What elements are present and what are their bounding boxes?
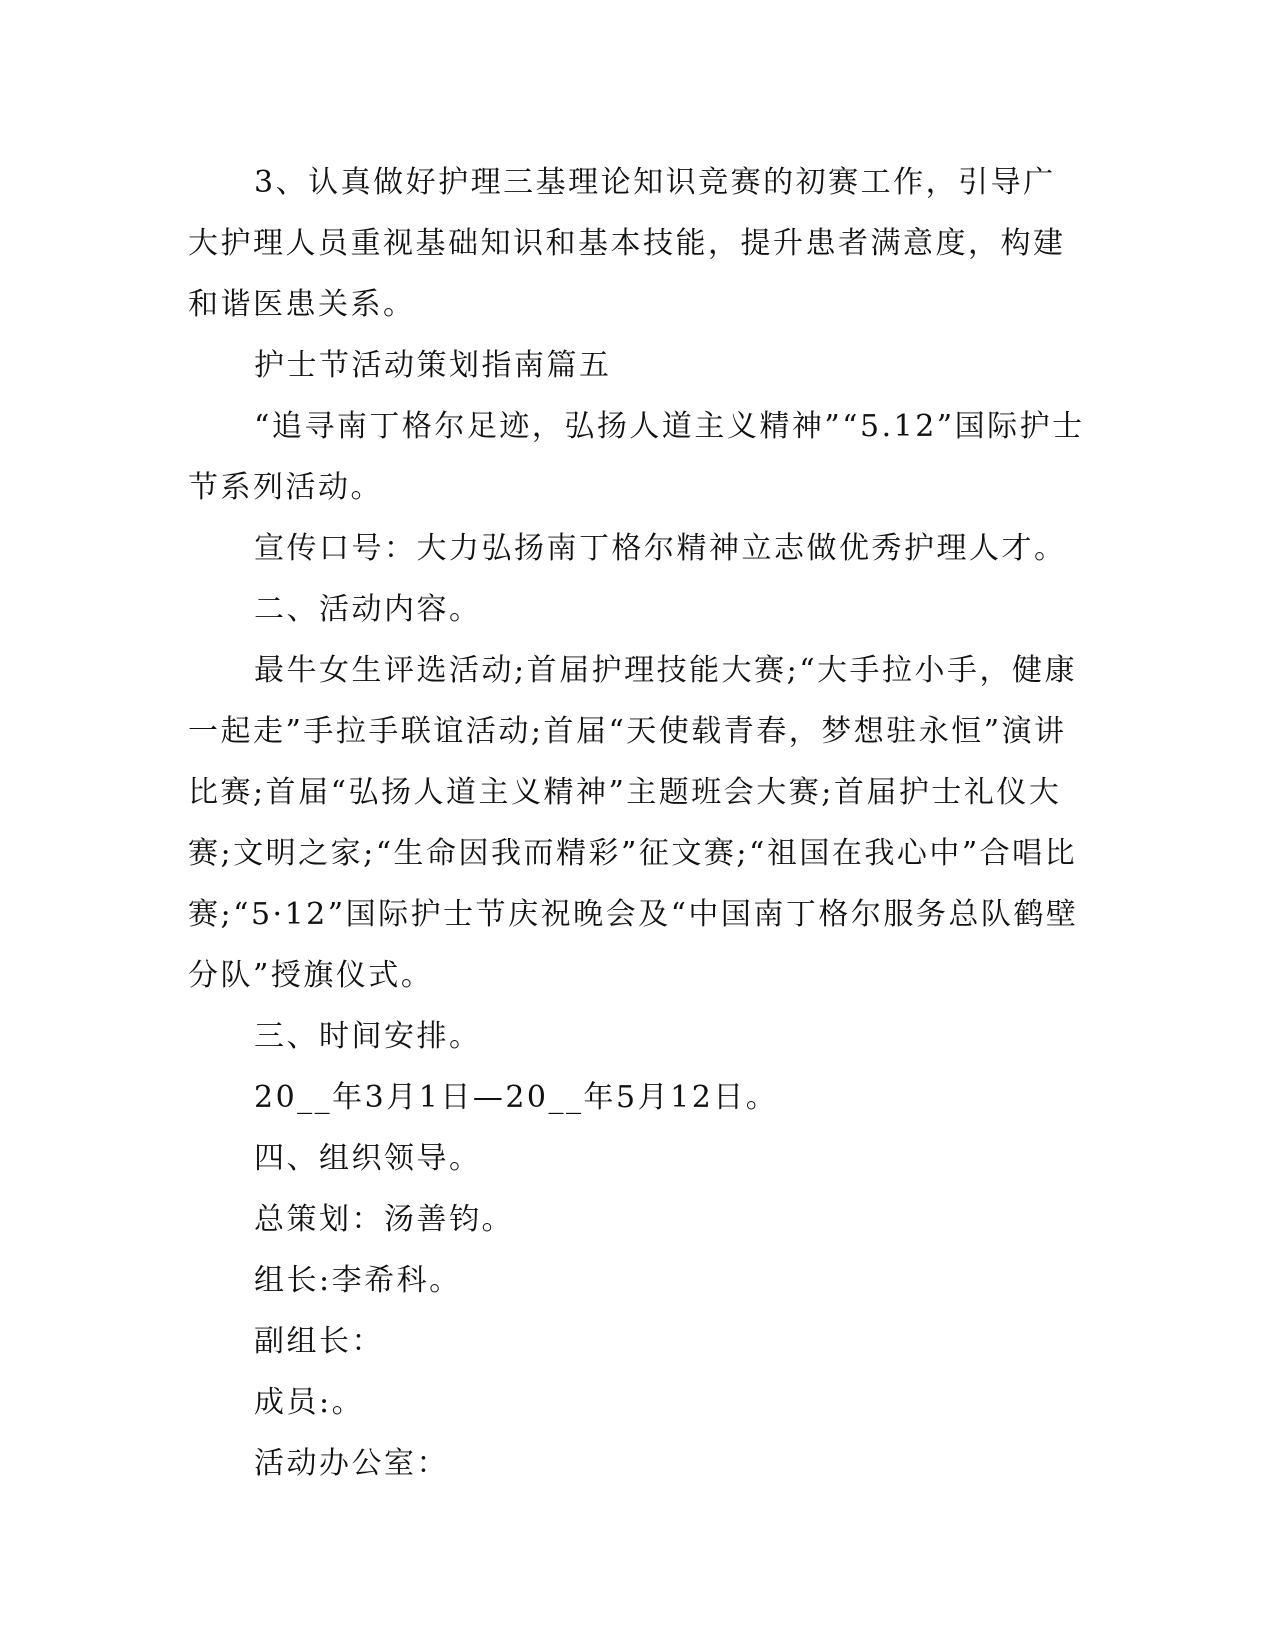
paragraph-task-3: 3、认真做好护理三基理论知识竞赛的初赛工作，引导广大护理人员重视基础知识和基本技能，提升患者满意度，构建和谐医患关系。 (188, 165, 1066, 322)
slogan: 宣传口号：大力弘扬南丁格尔精神立志做优秀护理人才。 (254, 531, 1067, 566)
group-leader: 组长:李希科。 (254, 1263, 462, 1298)
activity-theme: “追寻南丁格尔足迹，弘扬人道主义精神”“5.12”国际护士节系列活动。 (188, 409, 1085, 505)
chief-planner: 总策划：汤善钧。 (254, 1202, 514, 1237)
activity-office: 活动办公室： (254, 1446, 449, 1481)
section-title: 护士节活动策划指南篇五 (254, 348, 612, 383)
activity-list: 最牛女生评选活动;首届护理技能大赛;“大手拉小手，健康一起走”手拉手联谊活动;首届“天使载青春，梦想驻永恒”演讲比赛;首届“弘扬人道主义精神”主题班会大赛;首届护士礼仪大赛;文明之家;“生命因我而精彩”征文赛;“祖国在我心中”合唱比赛;“5·12”国际护士节庆祝晚会及“中国南丁格尔服务总队鹤壁分队”授旗仪式。 (188, 653, 1079, 993)
document-body (188, 152, 1088, 1494)
heading-schedule: 三、时间安排。 (254, 1019, 482, 1054)
schedule-dates: 20__年3月1日—20__年5月12日。 (254, 1080, 779, 1115)
heading-organization: 四、组织领导。 (254, 1141, 482, 1176)
members: 成员:。 (254, 1385, 365, 1420)
deputy-leader: 副组长： (254, 1324, 384, 1359)
heading-activity-content: 二、活动内容。 (254, 592, 482, 627)
